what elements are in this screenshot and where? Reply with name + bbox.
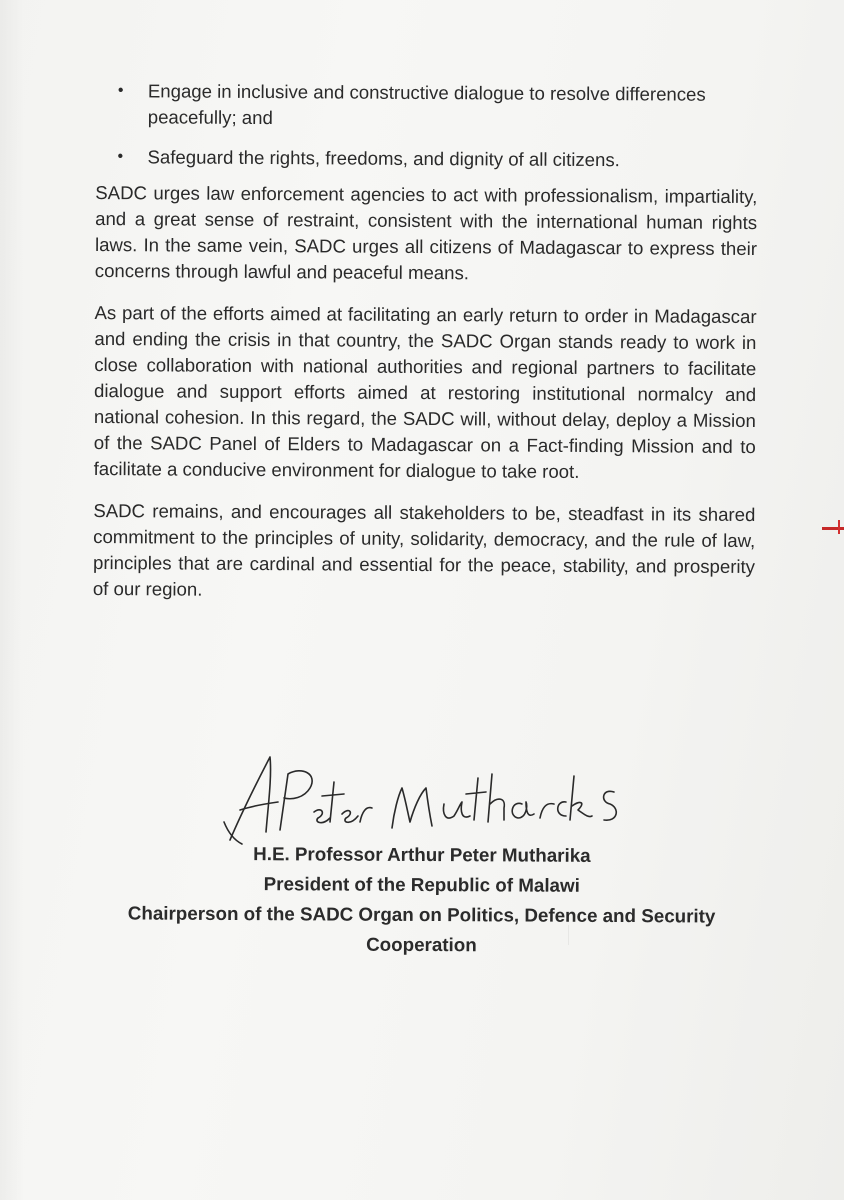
red-ink-tick [838, 520, 840, 534]
bullet-item [95, 144, 757, 174]
paper-crease [568, 925, 569, 945]
paragraph: SADC urges law enforcement agencies to act with professionalism, impartiality, and a great sense of restraint, consistent with the international human rights laws. In the same vein, SADC urges all citizens of Madagascar to express their concerns through lawful and peaceful means. [94, 181, 758, 284]
signatory-role: Chairperson of the SADC Organ on Politics, Defence and Security Cooperation [127, 902, 716, 956]
red-ink-mark [822, 527, 844, 530]
bullet-dot: • [117, 82, 124, 100]
paragraph: As part of the efforts aimed at facilitating an early return to order in Madagascar and ending the crisis in that country, the SADC Organ stands ready to work in close collaboration with national authorities and regional partners to facilitate dialogue and support efforts aimed at restoring institutional normalcy and national cohesion. In this regard, the SADC will, without delay, deploy a Mission of the SADC Panel of Elders to Madagascar on a Fact-finding Mission and to facilitate a conducive environment for dialogue to take root. [93, 301, 757, 482]
document-body [93, 78, 758, 622]
handwritten-signature [222, 752, 642, 852]
page-shadow [0, 0, 24, 1200]
signatory-name: H.E. Professor Arthur Peter Mutharika [253, 843, 591, 866]
bullet-item [96, 78, 758, 134]
paragraph: SADC remains, and encourages all stakeholders to be, steadfast in its shared commitment to the principles of unity, solidarity, democracy, and the rule of law, principles that are cardinal and essential for the peace, stability, and prosperity of our region. [92, 499, 756, 600]
bullet-dot: • [117, 148, 124, 166]
bullet-text: Safeguard the rights, freedoms, and dignity of all citizens. [147, 146, 620, 171]
bullet-text: Engage in inclusive and constructive dialogue to resolve differences peacefully; and [147, 80, 706, 129]
signatory-block [91, 838, 752, 961]
signatory-title: President of the Republic of Malawi [263, 873, 580, 896]
